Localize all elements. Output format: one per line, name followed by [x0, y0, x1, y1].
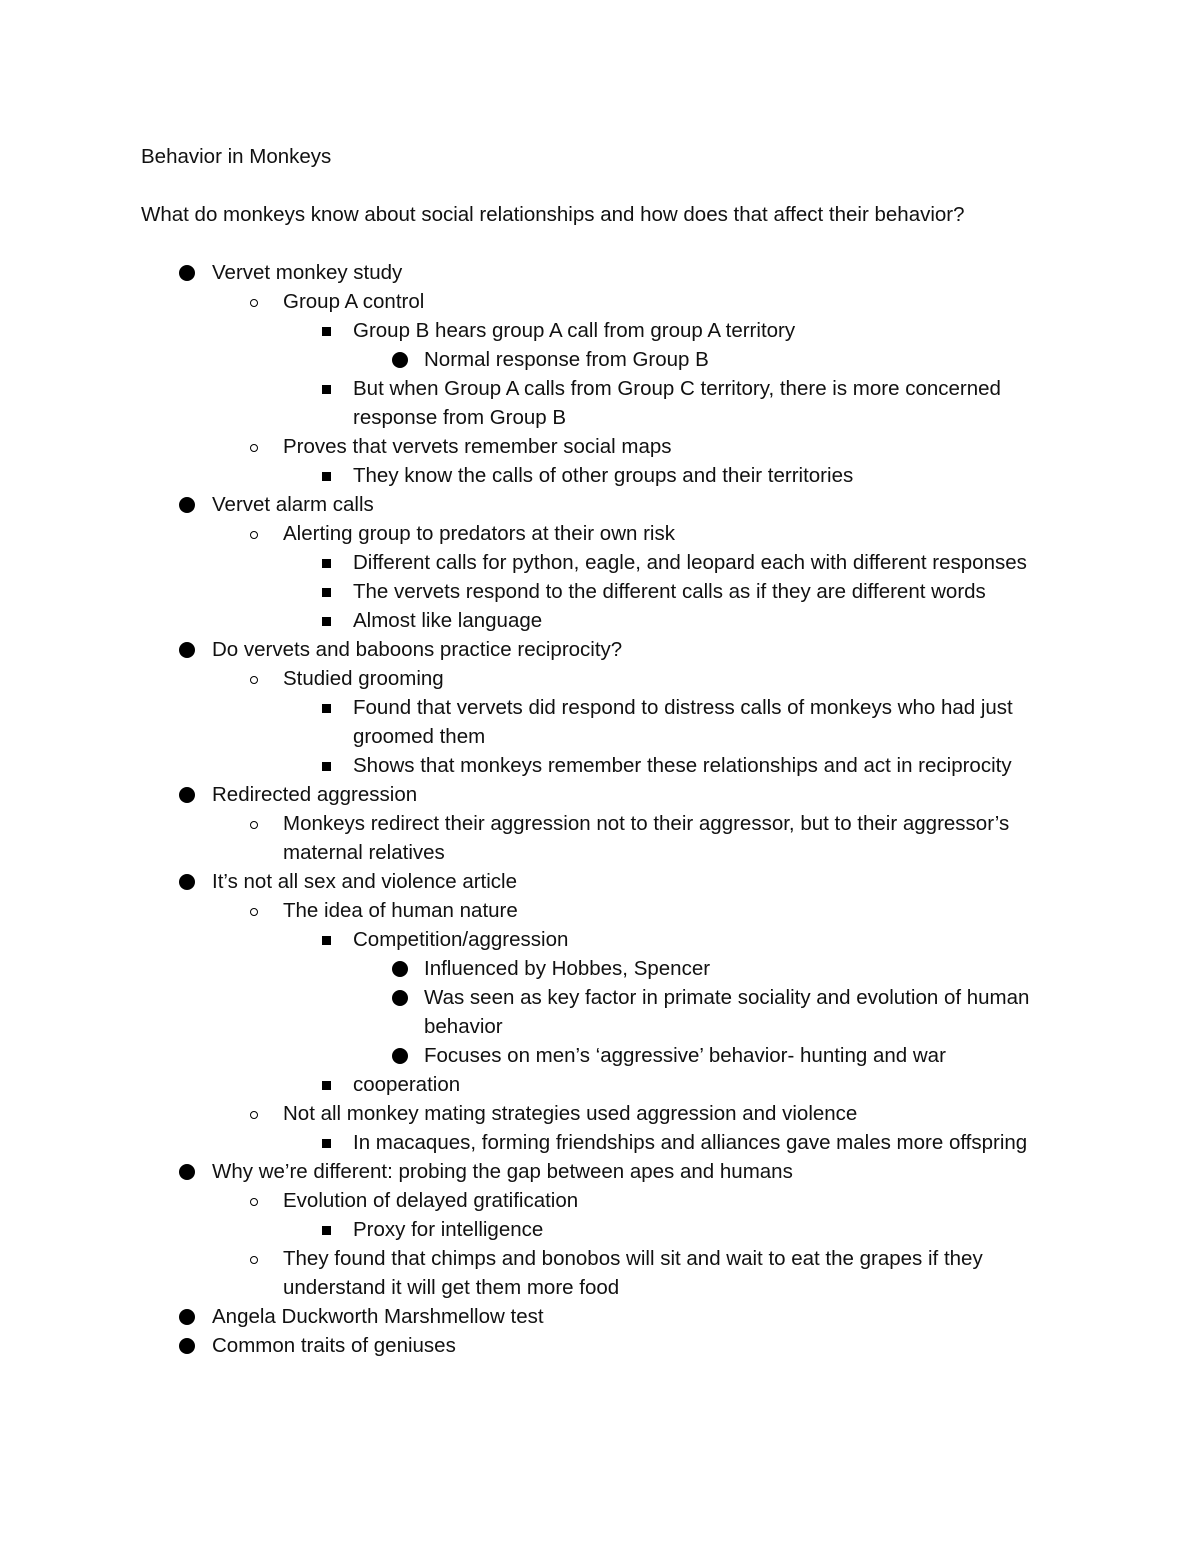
bullet-disc-icon — [175, 635, 199, 664]
outline-item-text: Found that vervets did respond to distress calls of monkeys who had just groomed them — [353, 696, 1013, 748]
outline-item-text: Almost like language — [353, 609, 543, 632]
outline-item-text: Proxy for intelligence — [353, 1218, 544, 1241]
bullet-circle-icon — [242, 896, 266, 925]
outline-item-text: Monkeys redirect their aggression not to their aggressor, but to their aggressor’s maternal relatives — [283, 812, 1010, 864]
bullet-square-icon — [314, 606, 338, 635]
outline-item-text: In macaques, forming friendships and alliances gave males more offspring — [353, 1131, 1028, 1154]
outline-item-text: But when Group A calls from Group C territory, there is more concerned response from Group B — [353, 377, 1001, 429]
outline-item-text: Proves that vervets remember social maps — [283, 435, 672, 458]
outline-item-text: Why we’re different: probing the gap between apes and humans — [212, 1160, 793, 1183]
bullet-square-icon — [314, 693, 338, 722]
bullet-disc-icon — [175, 1302, 199, 1331]
outline-item-text: Different calls for python, eagle, and leopard each with different responses — [353, 551, 1027, 574]
outline-item-text: Group A control — [283, 290, 425, 313]
outline-item-text: They found that chimps and bonobos will sit and wait to eat the grapes if they understand it will get them more food — [283, 1247, 983, 1299]
outline-item-text: The vervets respond to the different calls as if they are different words — [353, 580, 986, 603]
bullet-circle-icon — [242, 432, 266, 461]
bullet-square-icon — [314, 751, 338, 780]
document-title: Behavior in Monkeys — [141, 145, 332, 168]
bullet-disc-icon — [388, 1041, 412, 1070]
outline-item-text: Studied grooming — [283, 667, 444, 690]
bullet-disc-icon — [175, 780, 199, 809]
bullet-square-icon — [314, 461, 338, 490]
outline-item-text: Alerting group to predators at their own risk — [283, 522, 675, 545]
bullet-circle-icon — [242, 809, 266, 838]
bullet-disc-icon — [175, 1331, 199, 1360]
outline-item-text: Focuses on men’s ‘aggressive’ behavior- hunting and war — [424, 1044, 946, 1067]
bullet-disc-icon — [175, 867, 199, 896]
bullet-disc-icon — [388, 345, 412, 374]
outline-item-text: Evolution of delayed gratification — [283, 1189, 579, 1212]
bullet-square-icon — [314, 374, 338, 403]
outline-item-text: They know the calls of other groups and their territories — [353, 464, 854, 487]
bullet-disc-icon — [175, 258, 199, 287]
bullet-square-icon — [314, 1215, 338, 1244]
outline-item-text: Shows that monkeys remember these relationships and act in reciprocity — [353, 754, 1012, 777]
bullet-square-icon — [314, 577, 338, 606]
bullet-circle-icon — [242, 1244, 266, 1273]
outline-item-text: Vervet alarm calls — [212, 493, 374, 516]
bullet-square-icon — [314, 1070, 338, 1099]
outline-item-text: It’s not all sex and violence article — [212, 870, 518, 893]
bullet-circle-icon — [242, 287, 266, 316]
outline-item-text: Was seen as key factor in primate sociality and evolution of human behavior — [424, 986, 1030, 1038]
outline-item-text: The idea of human nature — [283, 899, 518, 922]
bullet-disc-icon — [175, 490, 199, 519]
bullet-square-icon — [314, 1128, 338, 1157]
bullet-circle-icon — [242, 1099, 266, 1128]
outline-item-text: Redirected aggression — [212, 783, 418, 806]
outline-item-text: Common traits of geniuses — [212, 1334, 456, 1357]
outline-item-text: Do vervets and baboons practice reciprocity? — [212, 638, 623, 661]
bullet-circle-icon — [242, 519, 266, 548]
outline-item-text: Angela Duckworth Marshmellow test — [212, 1305, 544, 1328]
bullet-square-icon — [314, 316, 338, 345]
bullet-square-icon — [314, 548, 338, 577]
outline-item-text: Influenced by Hobbes, Spencer — [424, 957, 711, 980]
outline-item-text: Normal response from Group B — [424, 348, 709, 371]
outline-item-text: Competition/aggression — [353, 928, 569, 951]
outline-item-text: Not all monkey mating strategies used aggression and violence — [283, 1102, 858, 1125]
bullet-square-icon — [314, 925, 338, 954]
outline-item-text: Vervet monkey study — [212, 261, 403, 284]
bullet-circle-icon — [242, 664, 266, 693]
bullet-disc-icon — [388, 983, 412, 1012]
document-question: What do monkeys know about social relationships and how does that affect their behavior? — [141, 203, 965, 226]
bullet-disc-icon — [388, 954, 412, 983]
bullet-disc-icon — [175, 1157, 199, 1186]
outline-item-text: Group B hears group A call from group A territory — [353, 319, 796, 342]
bullet-circle-icon — [242, 1186, 266, 1215]
outline-item-text: cooperation — [353, 1073, 461, 1096]
